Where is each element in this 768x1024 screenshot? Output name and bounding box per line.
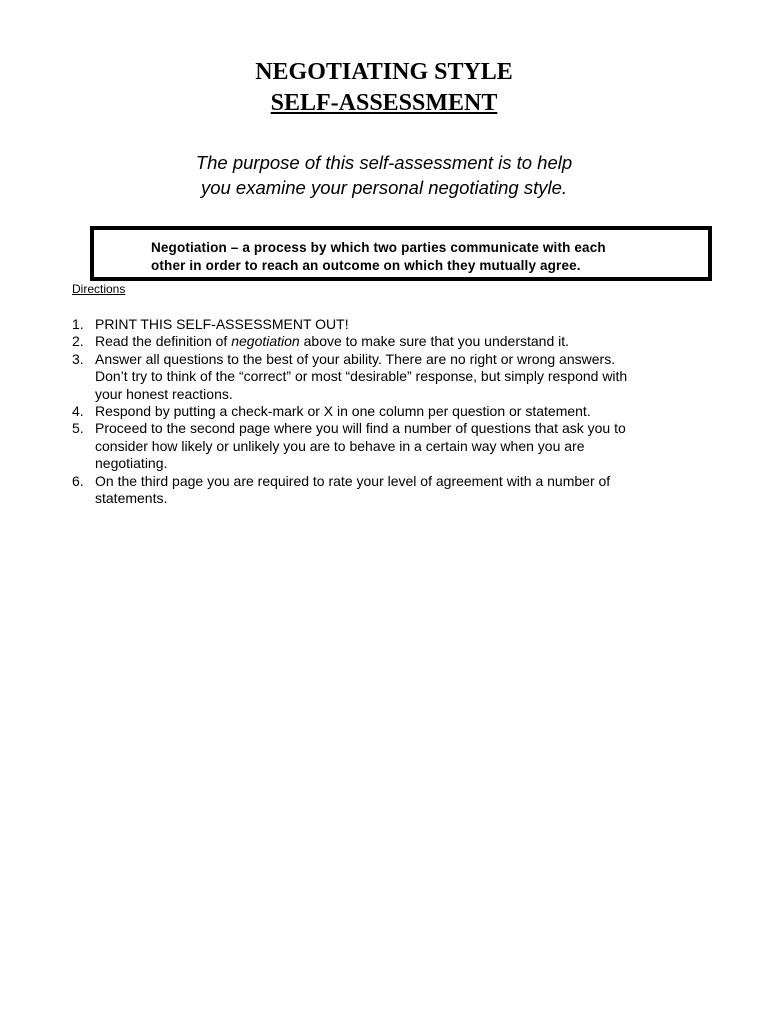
direction-text-part: Read the definition of — [95, 333, 232, 350]
direction-text: negotiating. — [95, 455, 168, 472]
purpose-line-1: The purpose of this self-assessment is to help — [195, 152, 573, 173]
direction-item-4 — [72, 403, 692, 420]
definition-box — [90, 226, 712, 281]
direction-text: Answer all questions to the best of your ability. There are no right or wrong answers. — [95, 350, 616, 367]
direction-item-3 — [72, 351, 692, 403]
document-title: NEGOTIATING STYLE — [255, 59, 513, 85]
negotiation-emphasis: negotiation — [231, 333, 300, 350]
directions-list — [72, 316, 692, 507]
direction-text: Respond by putting a check-mark or X in one column per question or statement. — [95, 403, 591, 420]
direction-text: your honest reactions. — [95, 385, 233, 402]
direction-text: statements. — [95, 490, 168, 507]
direction-item-1 — [72, 316, 692, 333]
direction-text-part: above to make sure that you understand it. — [299, 333, 570, 350]
direction-item-6 — [72, 473, 692, 508]
direction-number: 3. — [72, 350, 84, 367]
direction-number: 1. — [72, 316, 84, 332]
purpose-line-2: you examine your personal negotiating style. — [200, 177, 568, 198]
purpose-statement — [0, 150, 768, 200]
definition-line-2: other in order to reach an outcome on which they mutually agree. — [151, 258, 581, 273]
definition-line-1: Negotiation – a process by which two parties communicate with each — [151, 240, 606, 255]
direction-text: Don’t try to think of the “correct” or most “desirable” response, but simply respond with — [95, 368, 628, 385]
direction-text: Proceed to the second page where you will find a number of questions that ask you to — [95, 420, 626, 437]
direction-text: PRINT THIS SELF-ASSESSMENT OUT! — [95, 316, 349, 332]
direction-text: consider how likely or unlikely you are to behave in a certain way when you are — [95, 437, 585, 454]
direction-text: On the third page you are required to rate your level of agreement with a number of — [95, 472, 611, 489]
document-subtitle: SELF-ASSESSMENT — [270, 90, 498, 116]
direction-text — [95, 333, 692, 350]
direction-item-5 — [72, 420, 692, 472]
direction-number: 6. — [72, 472, 84, 489]
direction-number: 5. — [72, 420, 84, 437]
direction-number: 2. — [72, 333, 84, 350]
direction-item-2 — [72, 333, 692, 350]
definition-text — [151, 239, 606, 275]
directions-heading: Directions — [72, 282, 126, 296]
direction-number: 4. — [72, 403, 84, 420]
